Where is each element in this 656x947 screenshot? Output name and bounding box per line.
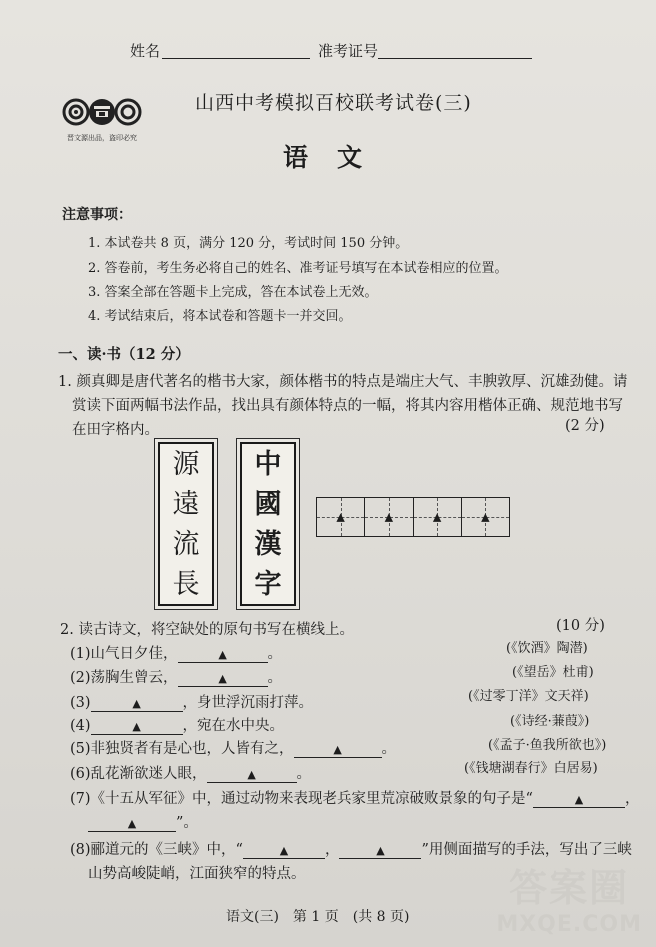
answer-blank[interactable] xyxy=(294,741,382,758)
poem-item-1 xyxy=(70,642,282,663)
item-text: (5)非独贤者有是心也，人皆有之， xyxy=(70,741,294,757)
answer-blank[interactable] xyxy=(178,670,268,687)
answer-marker: ▲ xyxy=(218,648,227,661)
poem-item-5 xyxy=(70,737,396,758)
item-text: 。 xyxy=(296,766,312,782)
grid-cell[interactable] xyxy=(365,498,413,536)
subject-title: 语 文 xyxy=(283,143,365,172)
poem-source: (《饮酒》陶潜) xyxy=(506,641,588,656)
q1-line1: 1. 颜真卿是唐代著名的楷书大家，颜体楷书的特点是端庄大气、丰腴敦厚、沉雄劲健。请 xyxy=(58,374,628,390)
q1-score: (2 分) xyxy=(565,418,605,434)
answer-marker: ▲ xyxy=(132,697,141,710)
exam-no-line xyxy=(378,58,532,59)
answer-marker: ▲ xyxy=(247,768,256,781)
answer-blank[interactable] xyxy=(178,646,268,663)
item-text: (7)《十五从军征》中，通过动物来表现老兵家里荒凉破败景象的句子是“ xyxy=(70,791,533,807)
name-label: 姓名 xyxy=(130,42,161,60)
poem-source: (《钱塘湖春行》白居易) xyxy=(464,761,598,776)
poem-item-7-cont xyxy=(88,811,198,832)
answer-marker: ▲ xyxy=(384,510,394,524)
answer-marker: ▲ xyxy=(279,844,289,857)
q1-line3: 在田字格内。 xyxy=(72,422,159,438)
poem-item-8 xyxy=(70,838,632,859)
note-item: 3. 答案全部在答题卡上完成，答在本试卷上无效。 xyxy=(88,285,378,300)
calligraphy-char: 國 xyxy=(254,488,282,520)
watermark-url: MXQE.COM xyxy=(496,912,642,937)
calligraphy-char: 中 xyxy=(254,448,282,480)
answer-marker: ▲ xyxy=(481,510,490,524)
poem-source: (《过零丁洋》文天祥) xyxy=(468,689,589,704)
answer-blank[interactable] xyxy=(533,791,625,808)
answer-blank[interactable] xyxy=(207,766,297,783)
calligraphy-artwork-a xyxy=(158,442,214,606)
answer-blank[interactable] xyxy=(91,695,183,712)
answer-marker: ▲ xyxy=(127,817,137,830)
calligraphy-char: 源 xyxy=(172,448,200,480)
note-item: 4. 考试结束后，将本试卷和答题卡一并交回。 xyxy=(88,309,352,324)
poem-source: (《诗经·蒹葭》) xyxy=(510,714,590,729)
grid-cell[interactable] xyxy=(462,498,509,536)
logo-icon xyxy=(60,97,144,127)
name-line xyxy=(162,58,310,59)
answer-marker: ▲ xyxy=(376,844,385,857)
note-item: 2. 答卷前，考生务必将自己的姓名、准考证号填写在本试卷相应的位置。 xyxy=(88,261,508,276)
poem-item-7 xyxy=(70,787,639,808)
q1-line2: 赏读下面两幅书法作品，找出具有颜体特点的一幅，将其内容用楷体正确、规范地书写 xyxy=(72,398,623,414)
note-item: 1. 本试卷共 8 页，满分 120 分，考试时间 150 分钟。 xyxy=(88,236,409,251)
calligraphy-char: 流 xyxy=(172,528,200,560)
answer-blank[interactable] xyxy=(339,842,421,859)
watermark-logo: 答案圈 xyxy=(509,866,630,910)
notes-heading: 注意事项： xyxy=(62,207,132,223)
publisher-logo xyxy=(60,97,144,142)
grid-cell[interactable] xyxy=(317,498,365,536)
answer-marker: ▲ xyxy=(574,793,584,806)
poem-source: (《望岳》杜甫) xyxy=(512,665,594,680)
item-text: ，宛在水中央。 xyxy=(182,718,285,734)
logo-caption: 晋文源出品，盗印必究 xyxy=(67,134,137,142)
answer-marker: ▲ xyxy=(336,510,345,524)
item-text: 。 xyxy=(267,670,283,686)
poem-item-6 xyxy=(70,762,311,783)
item-text: (1)山气日夕佳， xyxy=(70,646,178,662)
item-text: (2)荡胸生曾云， xyxy=(70,670,178,686)
answer-blank[interactable] xyxy=(243,842,325,859)
answer-marker: ▲ xyxy=(132,720,141,733)
item-text: (6)乱花渐欲迷人眼， xyxy=(70,766,207,782)
item-text: (8)郦道元的《三峡》中，“ xyxy=(70,842,243,858)
poem-item-3 xyxy=(70,691,313,712)
poem-source: (《孟子·鱼我所欲也》) xyxy=(488,738,607,753)
item-text: ，身世浮沉雨打萍。 xyxy=(182,695,314,711)
calligraphy-char: 長 xyxy=(172,568,200,600)
calligraphy-char: 漢 xyxy=(254,528,282,560)
answer-marker: ▲ xyxy=(333,743,342,756)
calligraphy-artwork-b xyxy=(240,442,296,606)
tianzige-grid[interactable] xyxy=(316,497,510,537)
answer-blank[interactable] xyxy=(88,815,176,832)
section-heading: 一、读·书（12 分） xyxy=(58,346,190,363)
item-text: (3) xyxy=(70,695,91,711)
q2-score: (10 分) xyxy=(556,618,605,634)
poem-item-8-cont: 山势高峻陡峭，江面狭窄的特点。 xyxy=(88,866,306,882)
item-text: ”用侧面描写的手法，写出了三峡 xyxy=(421,842,632,858)
exam-title: 山西中考模拟百校联考试卷(三) xyxy=(195,92,472,114)
item-text: ”。 xyxy=(176,815,198,831)
q2-intro: 2. 读古诗文，将空缺处的原句书写在横线上。 xyxy=(60,622,354,638)
watermark xyxy=(496,857,642,937)
exam-no-label: 准考证号 xyxy=(318,42,379,60)
calligraphy-char: 字 xyxy=(254,568,282,600)
grid-cell[interactable] xyxy=(414,498,462,536)
item-text: 。 xyxy=(267,646,283,662)
item-text: 。 xyxy=(381,741,397,757)
page-footer: 语文(三) 第 1 页 (共 8 页) xyxy=(226,909,410,925)
poem-item-4 xyxy=(70,714,284,735)
item-text: (4) xyxy=(70,718,91,734)
item-text: ， xyxy=(324,842,340,858)
poem-item-2 xyxy=(70,666,282,687)
answer-marker: ▲ xyxy=(432,510,442,524)
answer-blank[interactable] xyxy=(91,718,183,735)
answer-marker: ▲ xyxy=(218,672,227,685)
item-text: ， xyxy=(624,791,640,807)
calligraphy-char: 遠 xyxy=(172,488,200,520)
